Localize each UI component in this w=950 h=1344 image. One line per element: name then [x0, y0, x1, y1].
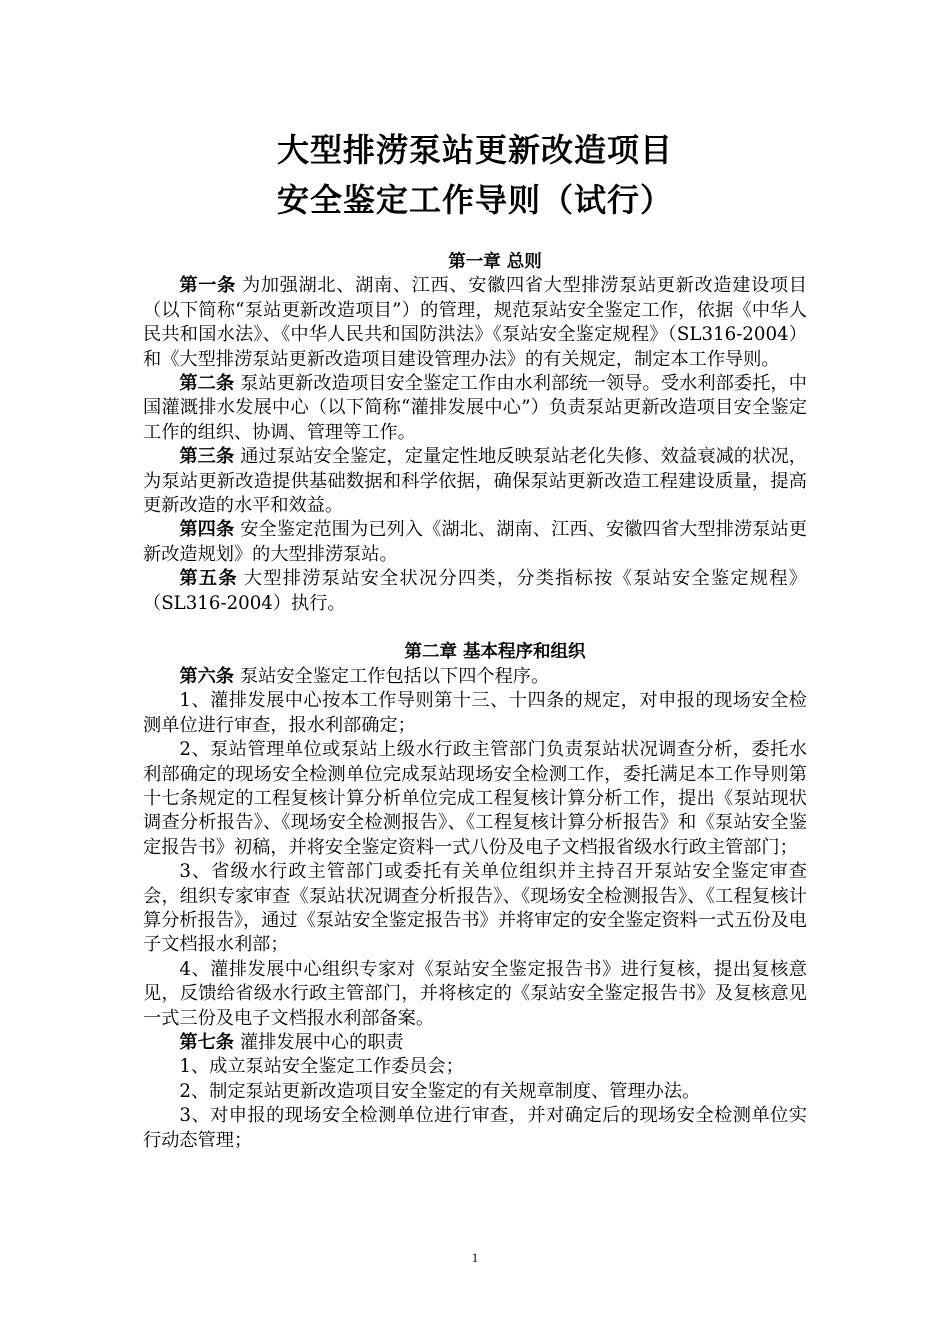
article-3	[143, 445, 807, 518]
list-item: 2、制定泵站更新改造项目安全鉴定的有关规章制度、管理办法。	[179, 1080, 701, 1102]
list-item: 1、成立泵站安全鉴定工作委员会；	[179, 1056, 464, 1078]
article-text: 为加强湖北、湖南、江西、安徽四省大型排涝泵站更新改造建设项目（以下简称“泵站更新改造项目”）的管理，规范泵站安全鉴定工作，依据《中华人民共和国水法》、《中华人民共和国防洪法》《泵站安全鉴定规程》（SL316-2004）和《大型排涝泵站更新改造项目建设管理办法》的有关规定，制定本工作导则。	[143, 275, 807, 370]
list-item: 3、对申报的现场安全检测单位进行审查，并对确定后的现场安全检测单位实行动态管理；	[143, 1105, 807, 1151]
article-text: 安全鉴定范围为已列入《湖北、湖南、江西、安徽四省大型排涝泵站更新改造规划》的大型排涝泵站。	[143, 519, 807, 565]
article-2	[143, 372, 807, 445]
article-text: 泵站更新改造项目安全鉴定工作由水利部统一领导。受水利部委托，中国灌溉排水发展中心（以下简称“灌排发展中心”）负责泵站更新改造项目安全鉴定工作的组织、协调、管理等工作。	[143, 373, 807, 443]
article-text: 通过泵站安全鉴定，定量定性地反映泵站老化失修、效益衰减的状况，为泵站更新改造提供基础数据和科学依据，确保泵站更新改造工程建设质量，提高更新改造的水平和效益。	[143, 446, 807, 517]
article-text: 大型排涝泵站安全状况分四类，分类指标按《泵站安全鉴定规程》（SL316-2004）执行。	[143, 568, 807, 614]
article-label: 第四条	[179, 519, 235, 541]
article-label: 第二条	[179, 373, 235, 395]
article-text: 泵站安全鉴定工作包括以下四个程序。	[239, 665, 550, 687]
list-item: 1、灌排发展中心按本工作导则第十三、十四条的规定，对申报的现场安全检测单位进行审查，报水利部确定；	[143, 690, 807, 736]
article-label: 第七条	[179, 1031, 234, 1053]
document-title-line2: 安全鉴定工作导则（试行）	[276, 181, 673, 219]
chapter-heading-1: 第一章 总则	[448, 252, 542, 272]
document-body	[143, 250, 807, 1153]
document-title-line1: 大型排涝泵站更新改造项目	[276, 131, 673, 169]
list-item: 3、省级水行政主管部门或委托有关单位组织并主持召开泵站安全鉴定审查会，组织专家审查《泵站状况调查分析报告》、《现场安全检测报告》、《工程复核计算分析报告》，通过《泵站安全鉴定报告书》并将审定的安全鉴定资料一式五份及电子文档报水利部；	[143, 861, 807, 956]
article-label: 第五条	[179, 568, 238, 590]
article-label: 第三条	[179, 446, 235, 468]
article-5	[143, 567, 807, 616]
article-text: 灌排发展中心的职责	[239, 1031, 404, 1053]
article-label: 第一条	[179, 275, 236, 297]
article-7	[143, 1031, 807, 1055]
article-6	[143, 665, 807, 689]
article-1	[143, 274, 807, 372]
article-4	[143, 518, 807, 567]
chapter-heading-2: 第二章 基本程序和组织	[404, 642, 586, 663]
article-label: 第六条	[179, 665, 234, 687]
page-number: 1	[471, 1250, 479, 1265]
list-item: 4、灌排发展中心组织专家对《泵站安全鉴定报告书》进行复核，提出复核意见，反馈给省级水行政主管部门，并将核定的《泵站安全鉴定报告书》及复核意见一式三份及电子文档报水利部备案。	[143, 958, 807, 1029]
list-item: 2、泵站管理单位或泵站上级水行政主管部门负责泵站状况调查分析，委托水利部确定的现场安全检测单位完成泵站现场安全检测工作，委托满足本工作导则第十七条规定的工程复核计算分析单位完成工程复核计算分析工作，提出《泵站现状调查分析报告》、《现场安全检测报告》、《工程复核计算分析报告》和《泵站安全鉴定报告书》初稿，并将安全鉴定资料一式八份及电子文档报省级水行政主管部门；	[143, 739, 807, 858]
